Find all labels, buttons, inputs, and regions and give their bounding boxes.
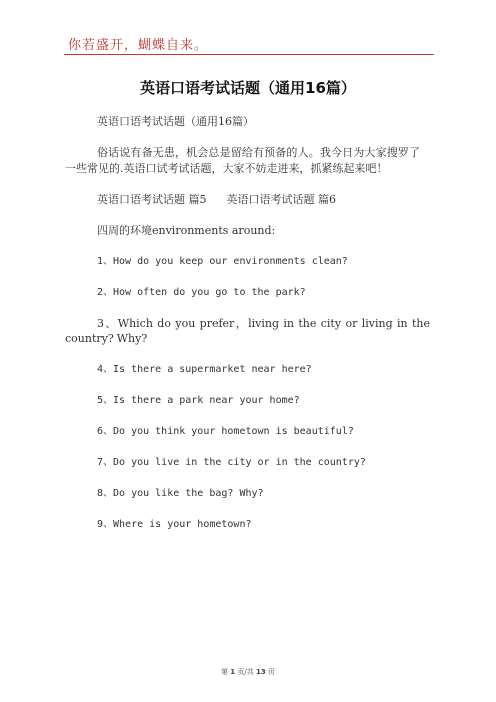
related-link-2[interactable]: 英语口语考试话题 篇6 xyxy=(226,192,336,206)
document-subtitle: 英语口语考试话题（通用16篇） xyxy=(97,115,254,128)
header-divider xyxy=(64,54,434,55)
question-item: 4、Is there a supermarket near here? xyxy=(97,364,312,375)
intro-paragraph: 俗话说有备无患，机会总是留给有预备的人。我今日为大家搜罗了一些常见的.英语口试考试话题，大家不妨走进来，抓紧练起来吧！ xyxy=(65,146,420,175)
question-item: 3、Which do you prefer，living in the city or living in the country? Why? xyxy=(65,316,430,345)
footer-suffix: 页 xyxy=(267,668,275,676)
question-item: 1、How do you keep our environments clean? xyxy=(97,255,348,267)
document-body xyxy=(65,114,430,548)
question-item: 8、Do you like the bag? Why? xyxy=(97,488,264,499)
question-item: 9、Where is your hometown? xyxy=(97,519,252,530)
footer-middle: 页/共 xyxy=(237,668,254,676)
footer-prefix: 第 xyxy=(221,668,229,676)
related-link-1[interactable]: 英语口语考试话题 篇5 xyxy=(97,192,207,206)
page-footer xyxy=(0,667,496,677)
question-item: 6、Do you think your hometown is beautiful? xyxy=(97,426,354,437)
footer-current-page: 1 xyxy=(230,668,236,676)
section-heading: 四周的环境environments around: xyxy=(97,223,276,237)
related-links xyxy=(75,192,420,208)
question-item: 7、Do you live in the city or in the country? xyxy=(97,457,366,468)
question-item: 2、How often do you go to the park? xyxy=(97,286,306,298)
question-item: 5、Is there a park near your home? xyxy=(97,395,300,406)
document-title: 英语口语考试话题（通用16篇） xyxy=(140,79,356,97)
header-motto: 你若盛开，蝴蝶自来。 xyxy=(68,38,209,53)
footer-total-pages: 13 xyxy=(255,668,266,676)
